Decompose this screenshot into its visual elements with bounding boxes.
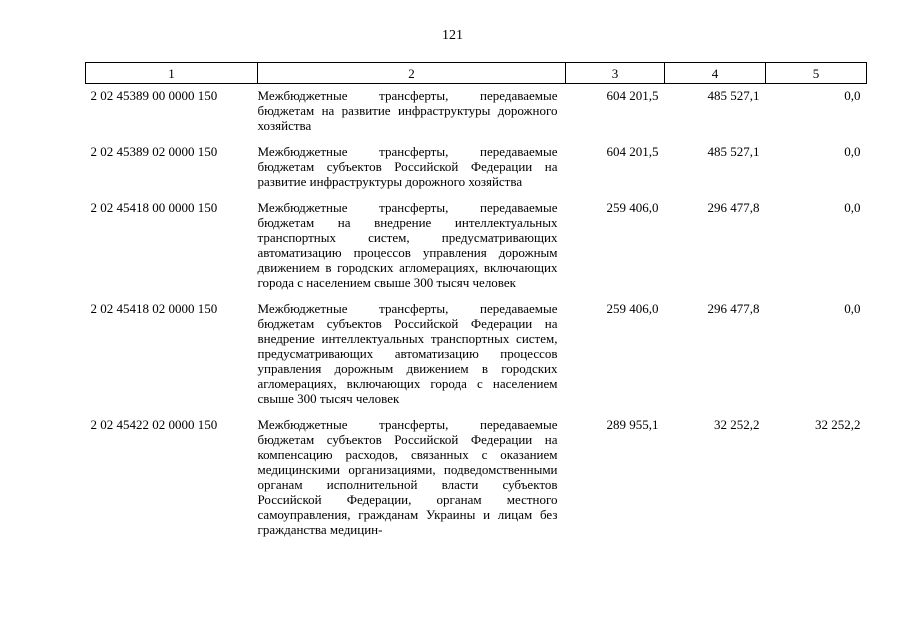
amount-col4: 296 477,8 <box>707 200 760 215</box>
table-header-row <box>86 63 867 84</box>
amount-col3: 289 955,1 <box>606 417 659 432</box>
column-header-4: 4 <box>665 63 766 84</box>
amount-col4: 485 527,1 <box>707 144 760 159</box>
budget-code: 2 02 45422 02 0000 150 <box>90 417 218 432</box>
item-description: Межбюджетные трансферты, передаваемые бюджетам субъектов Российской Федерации на внедрение интеллектуальных транспортных систем, предусматривающих автоматизацию процессов управления дорожным движением в городских агломерациях, включающих города с населением свыше 300 тысяч человек <box>257 301 558 406</box>
item-description: Межбюджетные трансферты, передаваемые бюджетам на развитие инфраструктуры дорожного хозяйства <box>257 88 558 133</box>
budget-code: 2 02 45389 00 0000 150 <box>90 88 218 103</box>
table-row <box>86 413 867 544</box>
page-number: 121 <box>442 28 463 43</box>
table-row <box>86 297 867 413</box>
budget-table <box>85 62 867 544</box>
amount-col4: 296 477,8 <box>707 301 760 316</box>
budget-code: 2 02 45418 00 0000 150 <box>90 200 218 215</box>
column-header-2: 2 <box>258 63 566 84</box>
amount-col5: 0,0 <box>844 200 861 215</box>
column-header-3: 3 <box>566 63 665 84</box>
amount-col5: 32 252,2 <box>815 417 861 432</box>
amount-col5: 0,0 <box>844 88 861 103</box>
budget-code: 2 02 45389 02 0000 150 <box>90 144 218 159</box>
column-header-5: 5 <box>766 63 867 84</box>
amount-col3: 259 406,0 <box>606 200 659 215</box>
column-header-1: 1 <box>86 63 258 84</box>
item-description: Межбюджетные трансферты, передаваемые бюджетам на внедрение интеллектуальных транспортных систем, предусматривающих автоматизацию процессов управления дорожным движением в городских агломерациях, включающих города с населением свыше 300 тысяч человек <box>257 200 558 290</box>
amount-col3: 604 201,5 <box>606 144 659 159</box>
amount-col5: 0,0 <box>844 144 861 159</box>
item-description: Межбюджетные трансферты, передаваемые бюджетам субъектов Российской Федерации на компенсацию расходов, связанных с оказанием медицинскими организациями, подведомственными органам исполнительной власти субъектов Российской Федерации, органам местного самоуправления, гражданам Украины и лицам без гражданства медицин- <box>257 417 558 537</box>
budget-code: 2 02 45418 02 0000 150 <box>90 301 218 316</box>
amount-col3: 604 201,5 <box>606 88 659 103</box>
amount-col4: 32 252,2 <box>714 417 760 432</box>
table-row <box>86 84 867 141</box>
table-row <box>86 140 867 196</box>
table-row <box>86 196 867 297</box>
item-description: Межбюджетные трансферты, передаваемые бюджетам субъектов Российской Федерации на развитие инфраструктуры дорожного хозяйства <box>257 144 558 189</box>
amount-col4: 485 527,1 <box>707 88 760 103</box>
amount-col5: 0,0 <box>844 301 861 316</box>
amount-col3: 259 406,0 <box>606 301 659 316</box>
